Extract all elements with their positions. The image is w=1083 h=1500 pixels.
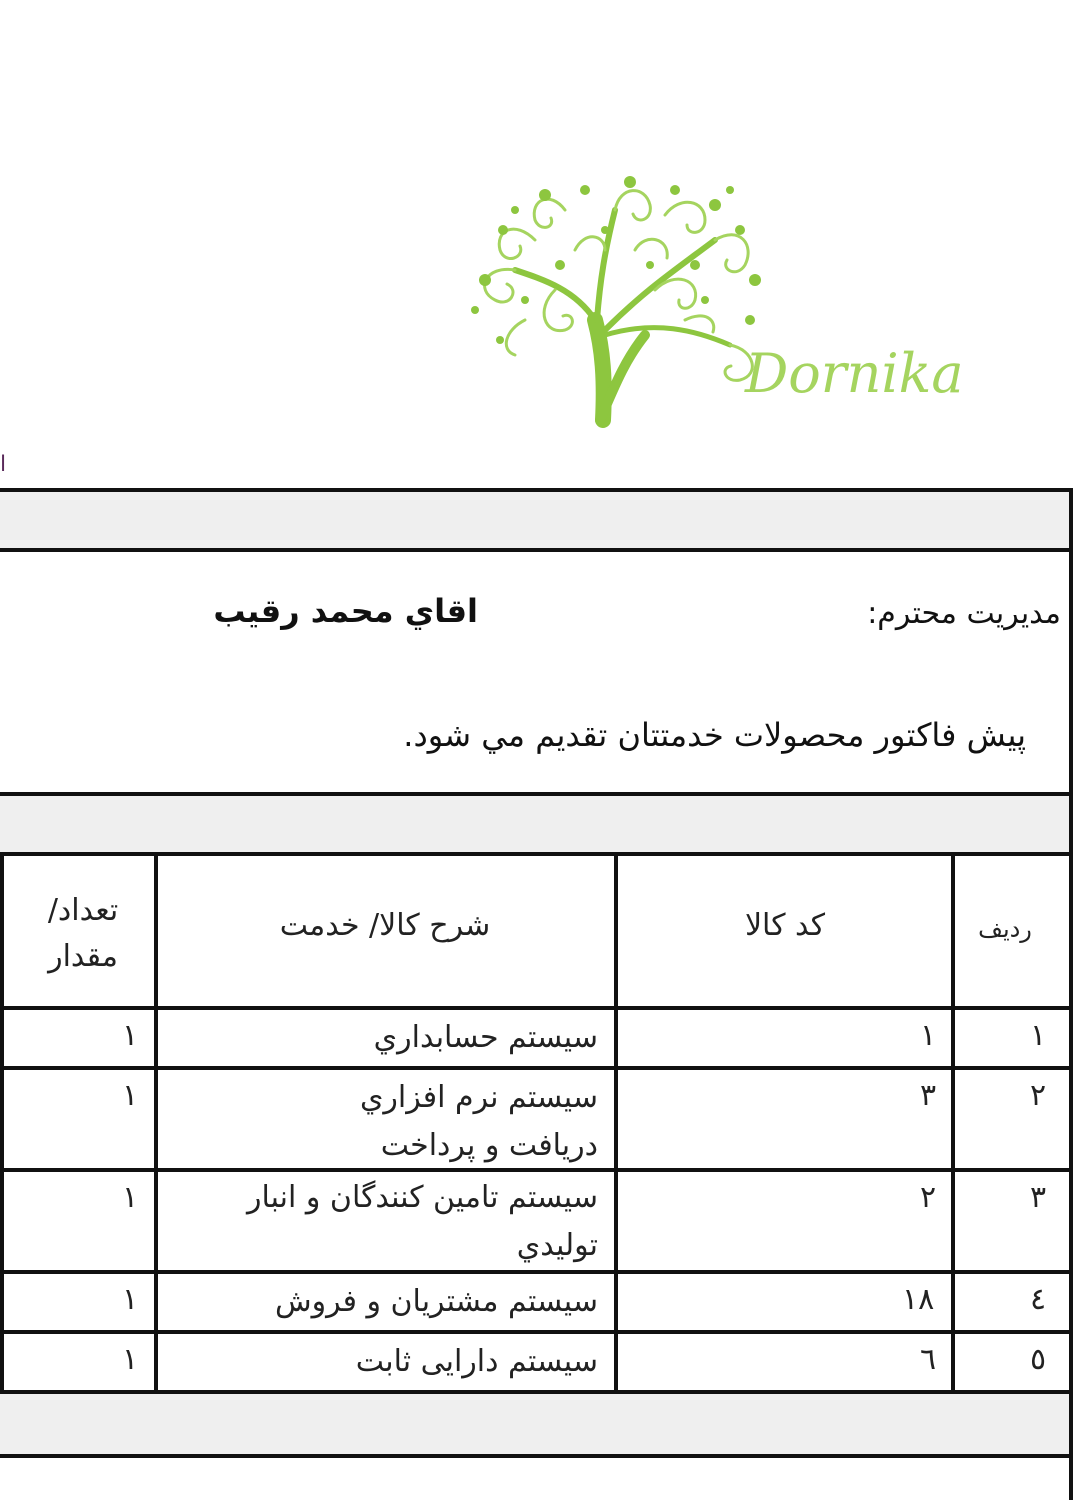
col-line-desc bbox=[614, 852, 618, 1392]
row-4-number: ٤ bbox=[1030, 1282, 1047, 1317]
header-quantity bbox=[18, 888, 148, 980]
row-2-bottom bbox=[0, 1168, 1069, 1172]
divider-1 bbox=[0, 548, 1069, 552]
spacer-band bbox=[0, 796, 1069, 852]
row-4-quantity: ١ bbox=[122, 1282, 139, 1317]
row-5-description: سیستم دارایی ثابت bbox=[355, 1344, 598, 1379]
table-right-border bbox=[1069, 488, 1073, 1500]
row-1-code: ١ bbox=[920, 1018, 937, 1053]
row-4-code: ١٨ bbox=[902, 1282, 935, 1317]
col-line-code bbox=[951, 852, 955, 1392]
row-4-bottom bbox=[0, 1330, 1069, 1334]
greeting-label: مديريت محترم: bbox=[867, 596, 1061, 631]
divider-footer bbox=[0, 1454, 1069, 1458]
footer-band bbox=[0, 1394, 1069, 1454]
row-4-description: سیستم مشتریان و فروش bbox=[274, 1284, 598, 1319]
row-3-number: ٣ bbox=[1030, 1180, 1047, 1215]
row-1-bottom bbox=[0, 1066, 1069, 1070]
header-code: کد کالا bbox=[744, 908, 826, 943]
header-quantity-line1: تعداد/ bbox=[47, 893, 119, 928]
logo-brand-text: Dornika bbox=[745, 342, 964, 405]
row-1-number: ١ bbox=[1030, 1018, 1047, 1053]
header-band bbox=[0, 492, 1069, 548]
row-3-bottom bbox=[0, 1270, 1069, 1274]
row-1-quantity: ١ bbox=[122, 1018, 139, 1053]
row-2-description: سیستم نرم افزاري دریافت و پرداخت bbox=[359, 1080, 598, 1163]
dornika-logo bbox=[455, 170, 975, 430]
divider-3 bbox=[0, 852, 1069, 856]
row-5-code: ٦ bbox=[920, 1342, 937, 1377]
header-description: شرح کالا/ خدمت bbox=[279, 908, 491, 943]
edge-text-fragment: ا bbox=[0, 452, 7, 477]
row-2-code: ٣ bbox=[920, 1078, 937, 1113]
row-2-quantity: ١ bbox=[122, 1078, 139, 1113]
header-quantity-line2: مقدار bbox=[48, 939, 118, 974]
row-5-number: ٥ bbox=[1030, 1342, 1047, 1377]
header-row-number: رديف bbox=[978, 915, 1032, 943]
recipient-name: اقاي محمد رقيب bbox=[213, 592, 478, 630]
row-2-number: ٢ bbox=[1030, 1078, 1047, 1113]
row-5-quantity: ١ bbox=[122, 1342, 139, 1377]
row-3-code: ٢ bbox=[920, 1180, 937, 1215]
col-line-left-edge bbox=[0, 852, 4, 1392]
greeting-message: پیش فاکتور محصولات خدمتتان تقدیم مي شود. bbox=[403, 716, 1026, 754]
row-1-description: سیستم حسابداري bbox=[373, 1020, 598, 1055]
row-3-description: سیستم تامین کنندگان و انبار تولیدي bbox=[246, 1180, 598, 1263]
header-row-bottom bbox=[0, 1006, 1069, 1010]
row-3-quantity: ١ bbox=[122, 1180, 139, 1215]
